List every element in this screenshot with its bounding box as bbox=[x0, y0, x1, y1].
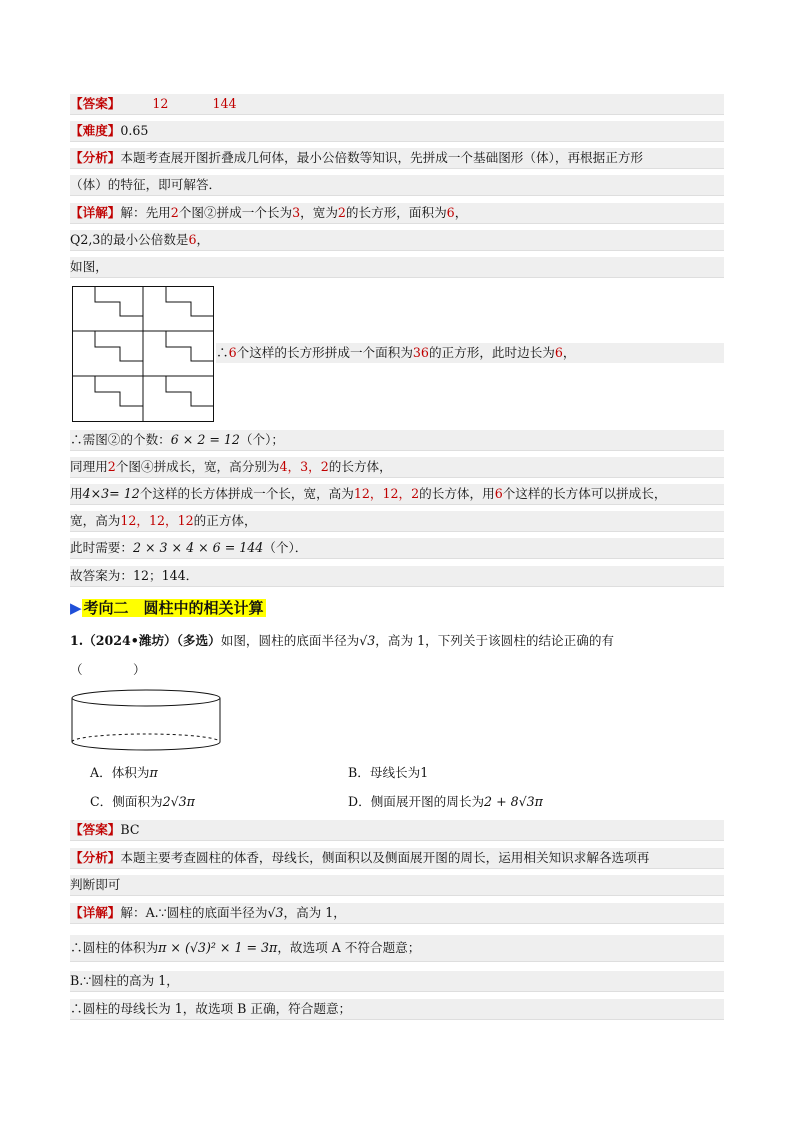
option-b-value: 1 bbox=[420, 765, 429, 780]
detail-text: ， bbox=[562, 345, 576, 360]
detail-text: 解：先用 bbox=[120, 205, 171, 220]
detail-text: Q bbox=[70, 232, 81, 247]
detail2-row-4 bbox=[70, 999, 724, 1020]
option-b-label: B．母线长为 bbox=[348, 765, 421, 780]
detail-text: 同理用 bbox=[70, 459, 108, 474]
answer-value-2: 144 bbox=[212, 96, 237, 111]
detail-row-9 bbox=[70, 538, 724, 559]
analysis2-row-2 bbox=[70, 875, 724, 896]
answer-value-bc: BC bbox=[120, 822, 140, 837]
analysis2-text-2: 判断即可 bbox=[70, 877, 121, 892]
difficulty-value: 0.65 bbox=[120, 123, 149, 138]
option-c-value: 2√3π bbox=[162, 794, 195, 809]
detail-num: 2 bbox=[107, 459, 116, 474]
detail-text: ， bbox=[454, 205, 468, 220]
analysis-text-2: （体）的特征，即可解答． bbox=[70, 177, 222, 192]
detail2-text: ∴圆柱的体积为 bbox=[70, 940, 159, 955]
detail-num: 6 bbox=[554, 345, 563, 360]
detail-text: 的长方形，面积为 bbox=[345, 205, 447, 220]
answer-blank: （ ） bbox=[70, 662, 146, 677]
detail-num: 6 bbox=[188, 232, 197, 247]
detail2-row-2 bbox=[70, 935, 724, 962]
detail-text: 用 bbox=[70, 486, 83, 501]
detail-row-6 bbox=[70, 457, 724, 478]
difficulty-row bbox=[70, 121, 724, 142]
difficulty-label: 【难度】 bbox=[70, 123, 121, 138]
answer-row-2 bbox=[70, 820, 724, 841]
detail-num: 2 bbox=[170, 205, 179, 220]
detail2-text: ∴圆柱的母线长为 1，故选项 B 正确，符合题意； bbox=[70, 1001, 352, 1016]
detail-text: 的长方体，用 bbox=[419, 486, 495, 501]
detail2-text: ，故选项 A 不符合题意； bbox=[277, 940, 421, 955]
detail-num: 2,3 bbox=[80, 232, 101, 247]
question-text-2: ，高为 1，下列关于该圆柱的结论正确的有 bbox=[375, 633, 615, 648]
analysis-row-2 bbox=[70, 175, 724, 196]
formula: 6 × 2 = 12 bbox=[170, 432, 240, 447]
detail-row-3 bbox=[70, 257, 724, 278]
final-answer: 12；144． bbox=[132, 568, 199, 583]
detail2-text: 解：A.∵圆柱的底面半径为 bbox=[120, 905, 268, 920]
analysis-label: 【分析】 bbox=[70, 150, 121, 165]
answer-paren bbox=[70, 660, 724, 680]
detail-num: 6 bbox=[228, 345, 237, 360]
detail-num: 6 bbox=[494, 486, 503, 501]
analysis-label-2: 【分析】 bbox=[70, 850, 121, 865]
radius-value: √3 bbox=[267, 905, 284, 920]
answer-label-2: 【答案】 bbox=[70, 822, 121, 837]
detail2-row-1 bbox=[70, 903, 724, 924]
detail-num: 4，3，2 bbox=[279, 459, 329, 474]
detail-text: ， bbox=[196, 232, 210, 247]
option-c[interactable] bbox=[90, 792, 195, 812]
detail-text: 故答案为： bbox=[70, 568, 133, 583]
detail-text: 个这样的长方形拼成一个面积为 bbox=[236, 345, 413, 360]
question-number: 1. bbox=[70, 633, 84, 648]
detail-text: 的长方体， bbox=[328, 459, 392, 474]
tiling-figure bbox=[72, 286, 214, 422]
detail-row-8 bbox=[70, 511, 724, 532]
detail-num: 36 bbox=[412, 345, 429, 360]
volume-formula: π × (√3)² × 1 = 3π bbox=[158, 940, 278, 955]
formula: 4×3= 12 bbox=[82, 486, 140, 501]
therefore-sign: ∴ bbox=[216, 345, 229, 360]
answer-label: 【答案】 bbox=[70, 96, 121, 111]
option-b[interactable] bbox=[348, 763, 428, 783]
detail-label-2: 【详解】 bbox=[70, 905, 121, 920]
detail-text: ，宽为 bbox=[300, 205, 338, 220]
cylinder-figure bbox=[70, 688, 224, 754]
detail-text: 个这样的长方体可以拼成长， bbox=[502, 486, 667, 501]
detail-text: 的正方形，此时边长为 bbox=[428, 345, 555, 360]
option-d-value: 2 + 8√3π bbox=[484, 794, 543, 809]
detail2-text: B.∵圆柱的高为 1， bbox=[70, 973, 179, 988]
option-a-value: π bbox=[149, 765, 158, 780]
detail-row-7 bbox=[70, 484, 724, 505]
detail-row-5 bbox=[70, 430, 724, 451]
answer-row bbox=[70, 94, 724, 115]
detail-label: 【详解】 bbox=[70, 205, 121, 220]
detail-num: 12，12，2 bbox=[353, 486, 420, 501]
option-d-label: D．侧面展开图的周长为 bbox=[348, 794, 485, 809]
detail-num: 3 bbox=[292, 205, 301, 220]
formula: 2 × 3 × 4 × 6 = 144 bbox=[132, 540, 264, 555]
question-text: 如图，圆柱的底面半径为 bbox=[220, 633, 360, 648]
option-d[interactable] bbox=[348, 792, 543, 812]
analysis-row-1 bbox=[70, 148, 724, 169]
detail-row-4 bbox=[216, 343, 724, 363]
option-a[interactable] bbox=[90, 763, 158, 783]
detail-text: ∴需图②的个数： bbox=[70, 432, 171, 447]
section-heading bbox=[70, 597, 266, 619]
detail2-text: ，高为 1， bbox=[283, 905, 346, 920]
detail-row-10 bbox=[70, 566, 724, 587]
detail-text: （个）． bbox=[263, 540, 308, 555]
detail-row-1 bbox=[70, 203, 724, 224]
detail-text: 的正方体， bbox=[193, 513, 257, 528]
detail-text: 宽，高为 bbox=[70, 513, 121, 528]
detail-row-2 bbox=[70, 230, 724, 251]
detail-text: 如图， bbox=[70, 259, 108, 274]
radius-value: √3 bbox=[359, 633, 376, 648]
detail-text: 的最小公倍数是 bbox=[100, 232, 189, 247]
detail2-row-3 bbox=[70, 971, 724, 992]
detail-text: 个图②拼成一个长为 bbox=[178, 205, 293, 220]
analysis2-text-1: 本题主要考查圆柱的体香，母线长，侧面积以及侧面展开图的周长，运用相关知识求解各选项再 bbox=[120, 850, 650, 865]
detail-num: 2 bbox=[337, 205, 346, 220]
section-title: 考向二 圆柱中的相关计算 bbox=[83, 599, 264, 617]
detail-text: 此时需要： bbox=[70, 540, 133, 555]
question-stem bbox=[70, 631, 724, 651]
option-c-label: C．侧面积为 bbox=[90, 794, 163, 809]
detail-num: 12，12，12 bbox=[120, 513, 194, 528]
analysis-text-1: 本题考查展开图折叠成几何体，最小公倍数等知识，先拼成一个基础图形（体），再根据正方形 bbox=[120, 150, 644, 165]
question-source: （2024•潍坊）（多选） bbox=[83, 633, 221, 648]
answer-value-1: 12 bbox=[152, 96, 169, 111]
analysis2-row-1 bbox=[70, 848, 724, 869]
detail-text: （个）； bbox=[239, 432, 284, 447]
detail-num: 6 bbox=[446, 205, 455, 220]
detail-text: 个这样的长方体拼成一个长，宽，高为 bbox=[139, 486, 354, 501]
detail-text: 个图④拼成长，宽，高分别为 bbox=[115, 459, 280, 474]
triangle-bullet-icon: ▶ bbox=[70, 599, 82, 617]
option-a-label: A．体积为 bbox=[90, 765, 150, 780]
